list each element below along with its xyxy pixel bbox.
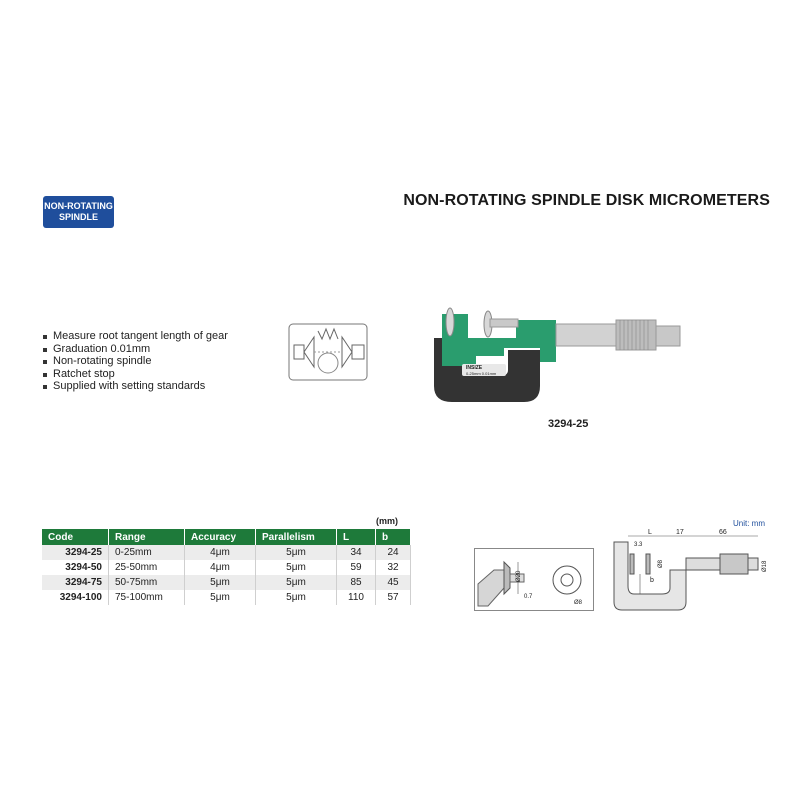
cell-parallelism: 5μm <box>256 590 337 605</box>
dim-spindle-disk <box>646 554 650 574</box>
page-title: NON-ROTATING SPINDLE DISK MICROMETERS <box>403 192 770 209</box>
feature-list <box>42 330 228 393</box>
dim-thimble <box>720 554 748 574</box>
cell-code: 3294-100 <box>42 590 109 605</box>
product-code-label: 3294-25 <box>548 418 589 430</box>
category-badge <box>43 196 114 228</box>
cell-b: 32 <box>376 560 411 575</box>
dim-33-label: 3.3 <box>634 542 643 548</box>
cell-code: 3294-25 <box>42 545 109 560</box>
sleeve <box>556 324 616 346</box>
frame-label-spec: 0-25mm 0.01mm <box>466 371 497 376</box>
dim-dia18-label: Ø18 <box>762 560 768 572</box>
spindle-rod <box>490 319 518 327</box>
dimension-unit-label: Unit: mm <box>733 519 765 528</box>
cell-range: 0-25mm <box>109 545 185 560</box>
dim-l-label: L <box>648 529 652 536</box>
dim-17-label: 17 <box>676 529 684 536</box>
gear-measurement-diagram <box>288 323 368 381</box>
cell-parallelism: 5μm <box>256 545 337 560</box>
feature-item: Non-rotating spindle <box>42 355 228 368</box>
cell-accuracy: 4μm <box>185 560 256 575</box>
dim-anvil <box>630 554 634 574</box>
cell-b: 24 <box>376 545 411 560</box>
cell-code: 3294-50 <box>42 560 109 575</box>
cell-parallelism: 5μm <box>256 575 337 590</box>
cell-accuracy: 5μm <box>185 575 256 590</box>
frame-label-brand: INSIZE <box>466 365 483 371</box>
dimension-drawing <box>604 524 770 614</box>
dim-b-label: b <box>650 577 654 584</box>
feature-item: Graduation 0.01mm <box>42 343 228 356</box>
tip-dim-a: Ø20 <box>516 570 522 582</box>
tip-dim-b: 0.7 <box>524 594 533 600</box>
cell-range: 75-100mm <box>109 590 185 605</box>
col-b: b <box>376 529 411 545</box>
cell-parallelism: 5μm <box>256 560 337 575</box>
feature-item: Ratchet stop <box>42 368 228 381</box>
feature-item: Measure root tangent length of gear <box>42 330 228 343</box>
col-accuracy: Accuracy <box>185 529 256 545</box>
cell-b: 45 <box>376 575 411 590</box>
col-l: L <box>337 529 376 545</box>
anvil-shaft <box>294 345 304 359</box>
table-row <box>42 575 411 590</box>
disk-tip-drawing <box>474 548 594 611</box>
tip-disk <box>504 562 510 594</box>
cell-b: 57 <box>376 590 411 605</box>
cell-accuracy: 4μm <box>185 545 256 560</box>
cell-l: 34 <box>337 545 376 560</box>
cell-range: 50-75mm <box>109 575 185 590</box>
ratchet <box>656 326 680 346</box>
dim-sleeve <box>686 558 720 570</box>
tip-face-inner <box>561 574 573 586</box>
tip-dim-c: Ø8 <box>574 600 583 606</box>
table-unit: (mm) <box>376 516 398 526</box>
table-row <box>42 545 411 560</box>
dim-dia8-label: Ø8 <box>658 559 664 568</box>
anvil-disk-image <box>446 308 454 336</box>
cell-l: 59 <box>337 560 376 575</box>
product-image <box>428 290 688 410</box>
spec-table <box>42 529 411 605</box>
cell-range: 25-50mm <box>109 560 185 575</box>
table-header-row <box>42 529 411 545</box>
col-code: Code <box>42 529 109 545</box>
dim-66-label: 66 <box>719 529 727 536</box>
badge-line-1: NON-ROTATING <box>44 201 113 211</box>
col-parallelism: Parallelism <box>256 529 337 545</box>
cell-l: 110 <box>337 590 376 605</box>
dim-frame <box>614 542 686 610</box>
cell-accuracy: 5μm <box>185 590 256 605</box>
col-range: Range <box>109 529 185 545</box>
dim-ratchet <box>748 558 758 570</box>
table-row <box>42 560 411 575</box>
feature-item: Supplied with setting standards <box>42 380 228 393</box>
cell-code: 3294-75 <box>42 575 109 590</box>
cell-l: 85 <box>337 575 376 590</box>
spindle-shaft <box>352 345 364 359</box>
table-row <box>42 590 411 605</box>
badge-line-2: SPINDLE <box>58 212 98 222</box>
